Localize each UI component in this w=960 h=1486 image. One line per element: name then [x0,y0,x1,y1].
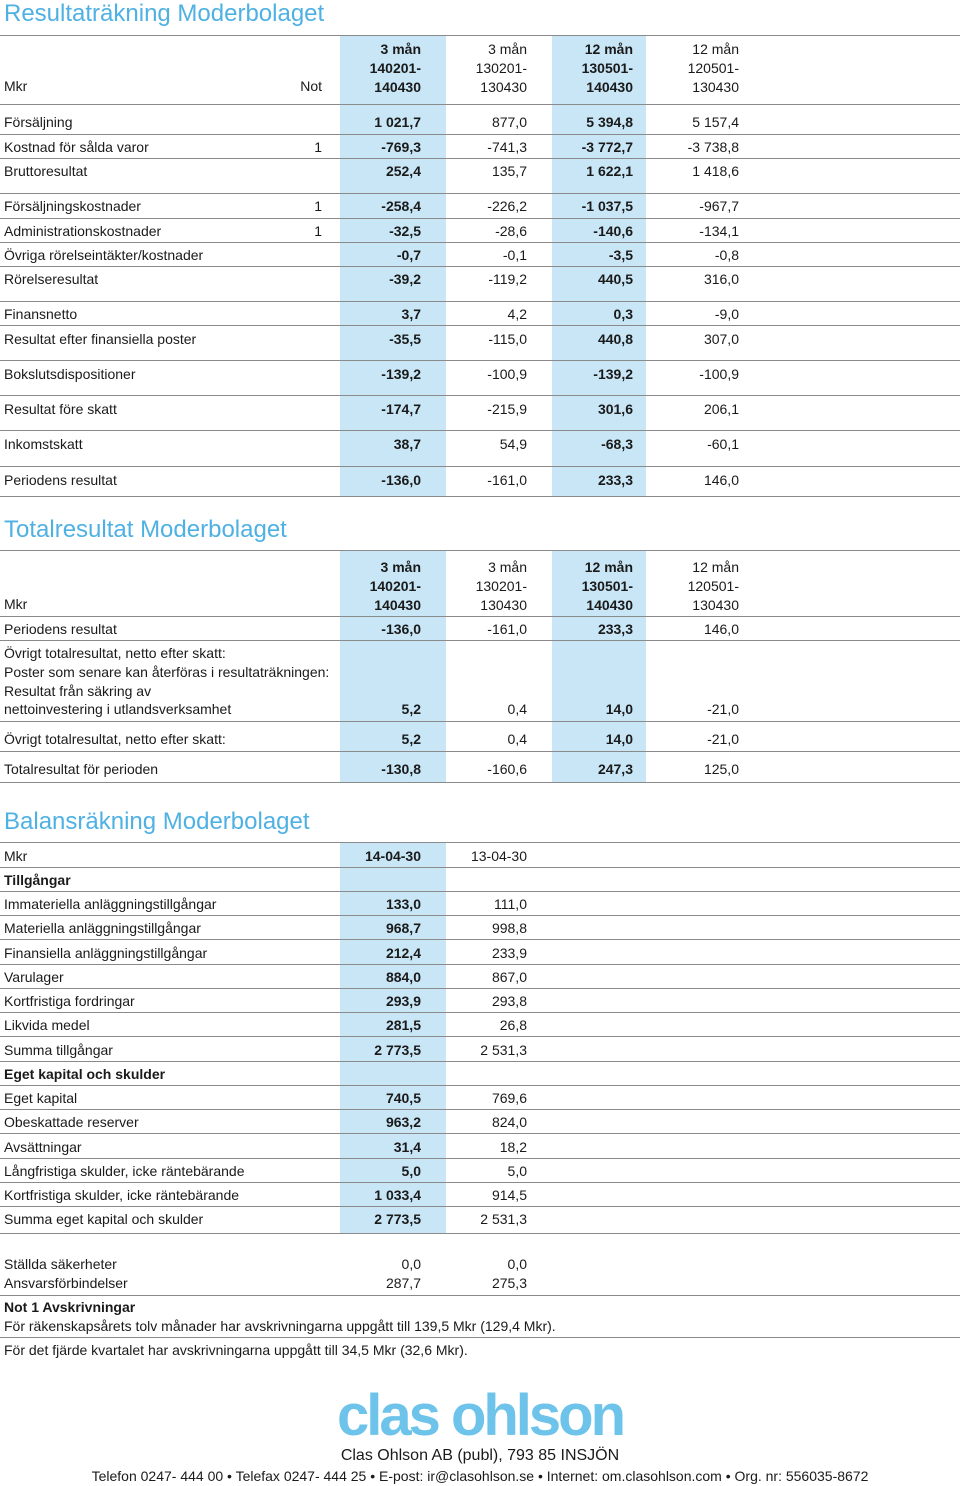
divider [0,751,960,752]
divider [0,301,960,302]
table-row: Eget kapital och skulder [4,1066,166,1082]
divider [0,360,960,361]
note1-line1: För räkenskapsårets tolv månader har avskrivningarna uppgått till 139,5 Mkr (129,4 Mkr). [4,1318,556,1334]
table-row: Avsättningar 31,4 18,2 [4,1139,527,1155]
table-row: Varulager 884,0 867,0 [4,969,527,985]
divider [0,1133,960,1134]
divider [0,242,960,243]
divider [0,325,960,326]
poster-heading: Poster som senare kan återföras i resultaträkningen: [4,664,330,680]
table-row: Övriga rörelseintäkter/kostnader -0,7 -0,1 -3,5 -0,8 [4,247,739,263]
table-row: Ansvarsförbindelser 287,7 275,3 [4,1275,527,1291]
table-row: Tillgångar [4,872,71,888]
divider [0,939,960,940]
income-header [0,40,960,100]
divider [0,395,960,396]
table-row: Periodens resultat -136,0 -161,0 233,3 146,0 [4,621,739,637]
divider [0,104,960,105]
divider [0,1337,960,1338]
column-header: 12 mån 130501- 140430 [581,41,633,95]
divider [0,550,960,551]
divider [0,782,960,783]
table-row: Kortfristiga fordringar 293,9 293,8 [4,993,527,1009]
table-row: Immateriella anläggningstillgångar 133,0 111,0 [4,896,527,912]
table-row: Bokslutsdispositioner -139,2 -100,9 -139,2 -100,9 [4,366,739,382]
divider [0,1233,960,1234]
divider [0,266,960,267]
divider [0,988,960,989]
table-row: Totalresultat för perioden -130,8 -160,6 247,3 125,0 [4,761,739,777]
table-row: Kortfristiga skulder, icke räntebärande 1 033,4 914,5 [4,1187,527,1203]
table-row: Resultat före skatt -174,7 -215,9 301,6 206,1 [4,401,739,417]
company-logo: clas ohlson [336,1383,624,1448]
divider [0,915,960,916]
divider [0,1182,960,1183]
divider [0,616,960,617]
divider [0,1295,960,1296]
table-row: Rörelseresultat -39,2 -119,2 440,5 316,0 [4,271,739,287]
income-title: Resultaträkning Moderbolaget [4,0,325,27]
note1-line2: För det fjärde kvartalet har avskrivningarna uppgått till 34,5 Mkr (32,6 Mkr). [4,1342,468,1358]
divider [0,35,960,36]
divider [0,1109,960,1110]
table-row: Försäljning 1 021,7 877,0 5 394,8 5 157,4 [4,114,739,130]
table-row: Administrationskostnader 1 -32,5 -28,6 -140,6 -134,1 [4,223,739,239]
column-header: 3 mån 130201- 130430 [475,559,527,613]
divider [0,496,960,497]
ovrigt-heading: Övrigt totalresultat, netto efter skatt: [4,645,226,661]
divider [0,1158,960,1159]
divider [0,1036,960,1037]
table-row: Likvida medel 281,5 26,8 [4,1017,527,1033]
divider [0,466,960,467]
table-row: Periodens resultat -136,0 -161,0 233,3 146,0 [4,472,739,488]
table-row: Finansnetto 3,7 4,2 0,3 -9,0 [4,306,739,322]
column-header: 12 mån 120501- 130430 [687,41,739,95]
table-row: Försäljningskostnader 1 -258,4 -226,2 -1 037,5 -967,7 [4,198,739,214]
divider [0,1061,960,1062]
table-row: Eget kapital 740,5 769,6 [4,1090,527,1106]
divider [0,842,960,843]
not-label: Not [300,78,322,94]
column-header: 3 mån 140201- 140430 [369,41,421,95]
column-header: 3 mån 140201- 140430 [369,559,421,613]
divider [0,721,960,722]
table-row: Summa eget kapital och skulder 2 773,5 2 531,3 [4,1211,527,1227]
table-row: Inkomstskatt 38,7 54,9 -68,3 -60,1 [4,436,739,452]
table-row: Bruttoresultat 252,4 135,7 1 622,1 1 418,6 [4,163,739,179]
mkr-label: Mkr [4,78,28,94]
divider [0,218,960,219]
divider [0,1012,960,1013]
divider [0,1085,960,1086]
table-row: Kostnad för sålda varor 1 -769,3 -741,3 -3 772,7 -3 738,8 [4,139,739,155]
divider [0,640,960,641]
total-title: Totalresultat Moderbolaget [4,516,287,543]
contact-line: Telefon 0247- 444 00 • Telefax 0247- 444 25 • E-post: ir@clasohlson.se • Internet: om.clasohlson.com • Org. nr: 556035-8672 [91,1468,869,1484]
table-row: Resultat efter finansiella poster -35,5 -115,0 440,8 307,0 [4,331,739,347]
divider [0,430,960,431]
table-row: Långfristiga skulder, icke räntebärande 5,0 5,0 [4,1163,527,1179]
total-header [0,558,960,618]
table-row: Materiella anläggningstillgångar 968,7 998,8 [4,920,527,936]
table-row: Övrigt totalresultat, netto efter skatt: 5,2 0,4 14,0 -21,0 [4,731,739,747]
balance-header: Mkr 14-04-30 13-04-30 [4,848,527,864]
table-row: Obeskattade reserver 963,2 824,0 [4,1114,527,1130]
table-row: Finansiella anläggningstillgångar 212,4 233,9 [4,945,527,961]
mkr-label: Mkr [4,596,28,612]
table-row: nettoinvestering i utlandsverksamhet 5,2 0,4 14,0 -21,0 [4,701,739,717]
company-name: Clas Ohlson AB (publ), 793 85 INSJÖN [340,1447,620,1464]
divider [0,867,960,868]
divider [0,891,960,892]
table-row: Summa tillgångar 2 773,5 2 531,3 [4,1042,527,1058]
divider [0,134,960,135]
sakring-line: Resultat från säkring av [4,683,152,699]
divider [0,964,960,965]
divider [0,193,960,194]
note1-title: Not 1 Avskrivningar [4,1299,136,1315]
column-header: 3 mån 130201- 130430 [475,41,527,95]
column-header: 12 mån 120501- 130430 [687,559,739,613]
divider [0,1206,960,1207]
balance-title: Balansräkning Moderbolaget [4,808,310,835]
divider [0,158,960,159]
table-row: Ställda säkerheter 0,0 0,0 [4,1256,527,1272]
column-header: 12 mån 130501- 140430 [581,559,633,613]
